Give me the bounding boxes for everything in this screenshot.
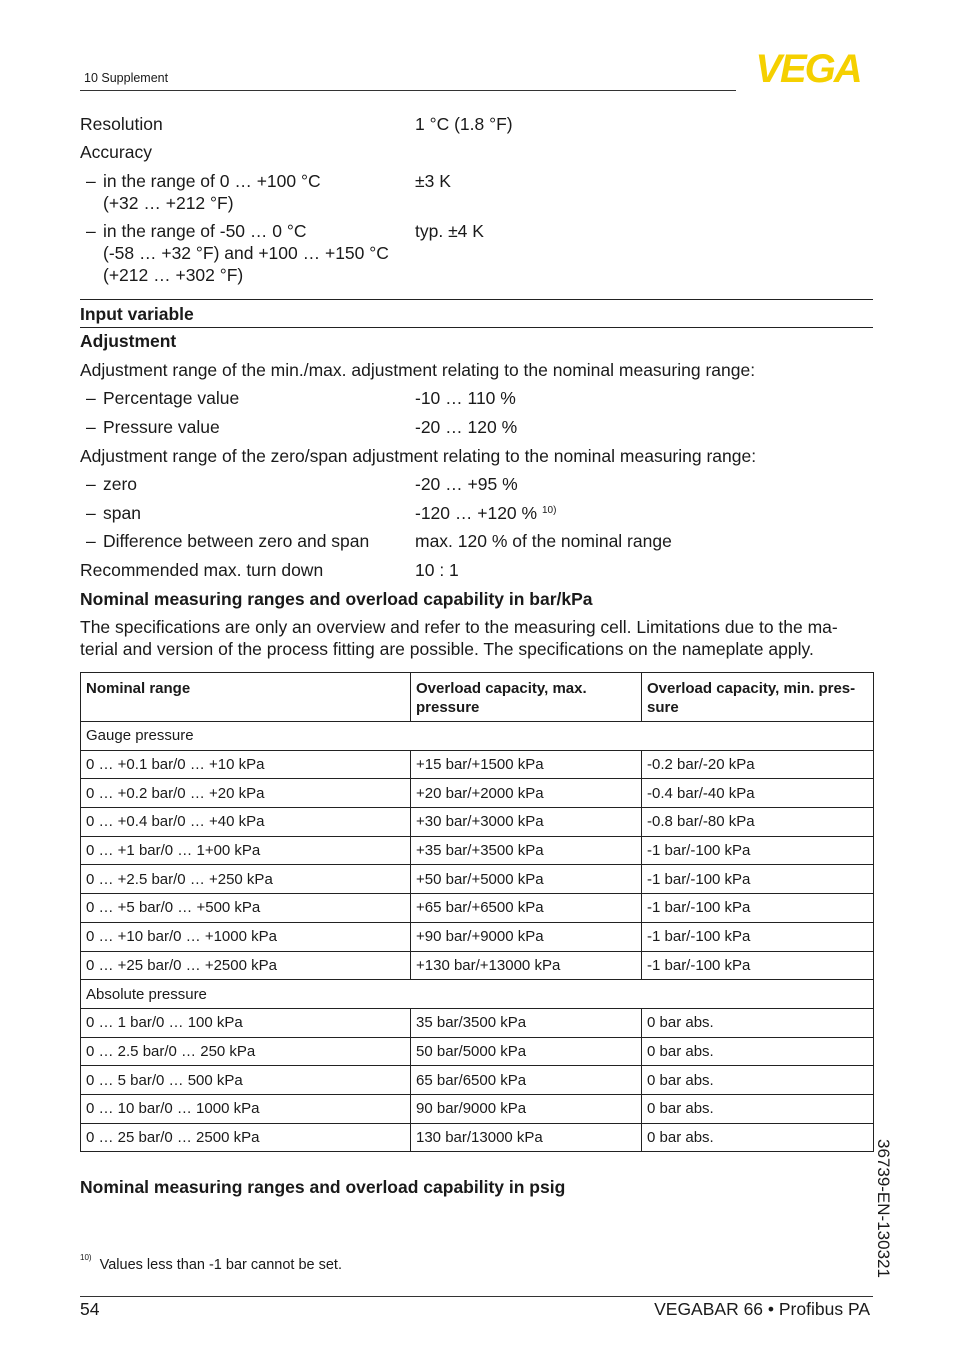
table-row: 0 … +0.4 bar/0 … +40 kPa +30 bar/+3000 kPa -0.8 bar/-80 kPa bbox=[81, 808, 874, 837]
section-rule-bottom bbox=[80, 327, 873, 328]
accuracy-range-1-line1: in the range of 0 … +100 °C bbox=[103, 171, 321, 191]
document-id: 36739-EN-130321 bbox=[874, 1139, 893, 1278]
list-dash: – bbox=[86, 503, 96, 523]
header-rule bbox=[80, 90, 736, 91]
ranges-bar-title: Nominal measuring ranges and overload capability in bar/kPa bbox=[80, 589, 593, 609]
table-row: 0 … +0.1 bar/0 … +10 kPa +15 bar/+1500 kPa -0.2 bar/-20 kPa bbox=[81, 750, 874, 779]
list-dash: – bbox=[86, 474, 96, 494]
list-dash: – bbox=[86, 417, 96, 437]
table-row: 0 … 5 bar/0 … 500 kPa 65 bar/6500 kPa 0 bar abs. bbox=[81, 1066, 874, 1095]
absolute-pressure-label: Absolute pressure bbox=[81, 980, 874, 1009]
table-group-row bbox=[81, 980, 874, 1009]
span-value-text: -120 … +120 % bbox=[415, 503, 538, 523]
span-value bbox=[415, 502, 556, 524]
header-overload-max: Overload capacity, max. pressure bbox=[411, 673, 642, 722]
table-group-row bbox=[81, 722, 874, 751]
turndown-label: Recommended max. turn down bbox=[80, 560, 324, 580]
accuracy-range-2-line2: (-58 … +32 °F) and +100 … +150 °C bbox=[103, 243, 389, 263]
ranges-table bbox=[80, 672, 874, 1152]
table-row: 0 … +10 bar/0 … +1000 kPa +90 bar/+9000 kPa -1 bar/-100 kPa bbox=[81, 922, 874, 951]
ranges-desc-line2: terial and version of the process fitting are possible. The specifications on the nameplate apply. bbox=[80, 639, 814, 659]
accuracy-range-2-line1: in the range of -50 … 0 °C bbox=[103, 221, 307, 241]
gauge-pressure-label: Gauge pressure bbox=[81, 722, 874, 751]
section-rule-top bbox=[80, 299, 873, 300]
minmax-intro: Adjustment range of the min./max. adjustment relating to the nominal measuring range: bbox=[80, 360, 756, 380]
table-row: 0 … 10 bar/0 … 1000 kPa 90 bar/9000 kPa 0 bar abs. bbox=[81, 1094, 874, 1123]
table-row: 0 … 25 bar/0 … 2500 kPa 130 bar/13000 kPa 0 bar abs. bbox=[81, 1123, 874, 1152]
table-row: 0 … +1 bar/0 … 1+00 kPa +35 bar/+3500 kPa -1 bar/-100 kPa bbox=[81, 836, 874, 865]
footnote-text: Values less than -1 bar cannot be set. bbox=[99, 1257, 342, 1273]
ranges-desc-line1: The specifications are only an overview and refer to the measuring cell. Limitations due to the ma- bbox=[80, 617, 838, 637]
pressure-value: -20 … 120 % bbox=[415, 417, 518, 437]
difference-label: Difference between zero and span bbox=[103, 531, 370, 551]
pressure-label: Pressure value bbox=[103, 417, 220, 437]
span-label: span bbox=[103, 503, 141, 523]
percentage-value: -10 … 110 % bbox=[415, 388, 516, 408]
vega-logo-text: VEGA bbox=[755, 50, 861, 86]
accuracy-range-1-line2: (+32 … +212 °F) bbox=[103, 193, 234, 213]
zero-label: zero bbox=[103, 474, 138, 494]
footer-rule bbox=[80, 1296, 873, 1297]
percentage-label: Percentage value bbox=[103, 388, 240, 408]
table-row: 0 … 1 bar/0 … 100 kPa 35 bar/3500 kPa 0 bar abs. bbox=[81, 1008, 874, 1037]
accuracy-label: Accuracy bbox=[80, 142, 152, 162]
product-name: VEGABAR 66 • Profibus PA bbox=[654, 1299, 870, 1319]
difference-value: max. 120 % of the nominal range bbox=[415, 531, 672, 551]
table-row: 0 … +2.5 bar/0 … +250 kPa +50 bar/+5000 kPa -1 bar/-100 kPa bbox=[81, 865, 874, 894]
list-dash: – bbox=[86, 531, 96, 551]
section-header: 10 Supplement bbox=[84, 71, 169, 85]
accuracy-range-2-line3: (+212 … +302 °F) bbox=[103, 265, 244, 285]
page-number: 54 bbox=[80, 1299, 100, 1319]
table-row: 0 … +0.2 bar/0 … +20 kPa +20 bar/+2000 kPa -0.4 bar/-40 kPa bbox=[81, 779, 874, 808]
ranges-psig-title: Nominal measuring ranges and overload capability in psig bbox=[80, 1177, 566, 1197]
turndown-value: 10 : 1 bbox=[415, 560, 459, 580]
list-dash: – bbox=[86, 221, 96, 241]
accuracy-range-1-value: ±3 K bbox=[415, 171, 451, 191]
zerospan-intro: Adjustment range of the zero/span adjustment relating to the nominal measuring range: bbox=[80, 446, 757, 466]
accuracy-range-2-value: typ. ±4 K bbox=[415, 221, 484, 241]
footnote-ref: 10) bbox=[541, 505, 557, 516]
adjustment-title: Adjustment bbox=[80, 331, 177, 351]
vega-logo bbox=[742, 50, 874, 86]
table-row: 0 … 2.5 bar/0 … 250 kPa 50 bar/5000 kPa 0 bar abs. bbox=[81, 1037, 874, 1066]
resolution-value: 1 °C (1.8 °F) bbox=[415, 114, 513, 134]
resolution-label: Resolution bbox=[80, 114, 163, 134]
footnote-mark: 10) bbox=[80, 1253, 92, 1262]
table-header-row bbox=[81, 673, 874, 722]
table-row: 0 … +25 bar/0 … +2500 kPa +130 bar/+13000 kPa -1 bar/-100 kPa bbox=[81, 951, 874, 980]
header-overload-min: Overload capacity, min. pres- sure bbox=[642, 673, 874, 722]
table-row: 0 … +5 bar/0 … +500 kPa +65 bar/+6500 kPa -1 bar/-100 kPa bbox=[81, 894, 874, 923]
footnote bbox=[80, 1253, 342, 1273]
list-dash: – bbox=[86, 388, 96, 408]
input-variable-title: Input variable bbox=[80, 304, 194, 324]
header-nominal-range: Nominal range bbox=[81, 673, 411, 722]
list-dash: – bbox=[86, 171, 96, 191]
zero-value: -20 … +95 % bbox=[415, 474, 518, 494]
